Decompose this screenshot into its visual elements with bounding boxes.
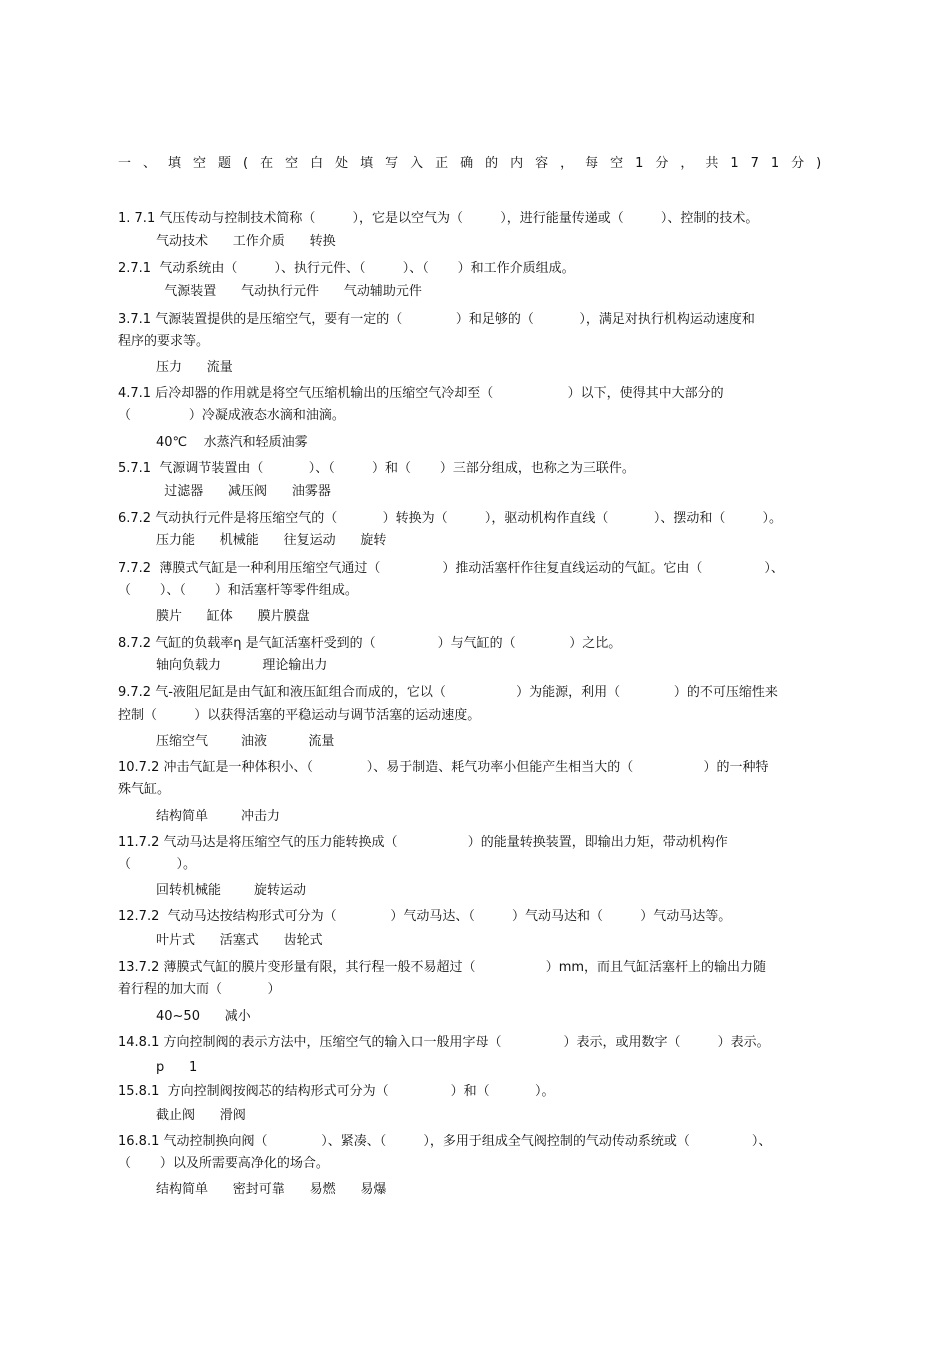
answer-9: 压缩空气 油液 流量 [156, 734, 335, 749]
question-7-continuation: （ ）、（ ）和活塞杆等零件组成。 [118, 583, 358, 598]
answer-12: 叶片式 活塞式 齿轮式 [156, 933, 323, 948]
question-15: 15.8.1 方向控制阀按阀芯的结构形式可分为（ ）和（ ）。 [118, 1084, 555, 1099]
question-7: 7.7.2 薄膜式气缸是一种利用压缩空气通过（ ）推动活塞杆作往复直线运动的气缸。它由（ ）、 [118, 561, 784, 576]
answer-5: 过滤器 减压阀 油雾器 [156, 484, 331, 499]
answer-6: 压力能 机械能 往复运动 旋转 [156, 533, 387, 548]
question-6: 6.7.2 气动执行元件是将压缩空气的（ ）转换为（ ），驱动机构作直线（ ）、摆动和（ ）。 [118, 511, 783, 526]
answer-10: 结构简单 冲击力 [156, 809, 281, 824]
answer-11: 回转机械能 旋转运动 [156, 883, 307, 898]
answer-7: 膜片 缸体 膜片膜盘 [156, 609, 310, 624]
question-9: 9.7.2 气-液阻尼缸是由气缸和液压缸组合而成的，它以（ ）为能源，利用（ ）的不可压缩性来 [118, 685, 778, 700]
question-14: 14.8.1 方向控制阀的表示方法中，压缩空气的输入口一般用字母（ ）表示，或用数字（ ）表示。 [118, 1035, 770, 1050]
question-4-continuation: （ ）冷凝成液态水滴和油滴。 [118, 408, 345, 423]
question-13: 13.7.2 薄膜式气缸的膜片变形量有限，其行程一般不易超过（ ）mm，而且气缸活塞杆上的输出力随 [118, 960, 767, 975]
answer-3: 压力 流量 [156, 360, 233, 375]
answer-1: 气动技术 工作介质 转换 [156, 234, 336, 249]
question-13-continuation: 着行程的加大而（ ） [118, 982, 281, 997]
question-3: 3.7.1 气源装置提供的是压缩空气，要有一定的（ ）和足够的（ ），满足对执行机构运动速度和 [118, 312, 755, 327]
answer-2: 气源装置 气动执行元件 气动辅助元件 [156, 284, 422, 299]
question-9-continuation: 控制（ ）以获得活塞的平稳运动与调节活塞的运动速度。 [118, 708, 481, 723]
answer-8: 轴向负载力 理论输出力 [156, 658, 328, 673]
answer-13: 40~50 减小 [156, 1009, 251, 1024]
question-1: 1. 7.1 气压传动与控制技术简称（ ），它是以空气为（ ），进行能量传递或（ ）、控制的技术。 [118, 211, 759, 226]
question-16-continuation: （ ）以及所需要高净化的场合。 [118, 1156, 329, 1171]
question-10: 10.7.2 冲击气缸是一种体积小、（ ）、易于制造、耗气功率小但能产生相当大的（ ）的一种特 [118, 760, 769, 775]
answer-15: 截止阀 滑阀 [156, 1108, 246, 1123]
section-heading: 一、填空题(在空白处填写入正确的内容，每空1分，共171分) [118, 156, 834, 171]
question-3-continuation: 程序的要求等。 [118, 334, 210, 349]
answer-16: 结构简单 密封可靠 易燃 易爆 [156, 1182, 387, 1197]
question-5: 5.7.1 气源调节装置由（ ）、（ ）和（ ）三部分组成，也称之为三联件。 [118, 461, 635, 476]
question-2: 2.7.1 气动系统由（ ）、执行元件、（ ）、（ ）和工作介质组成。 [118, 261, 575, 276]
answer-14: p 1 [156, 1060, 198, 1075]
question-4: 4.7.1 后冷却器的作用就是将空气压缩机输出的压缩空气冷却至（ ）以下，使得其中大部分的 [118, 386, 724, 401]
answer-4: 40℃ 水蒸汽和轻质油雾 [156, 435, 308, 450]
question-11: 11.7.2 气动马达是将压缩空气的压力能转换成（ ）的能量转换装置，即输出力矩，带动机构作 [118, 835, 728, 850]
question-11-continuation: （ ）。 [118, 857, 196, 872]
question-16: 16.8.1 气动控制换向阀（ ）、紧凑、（ ），多用于组成全气阀控制的气动传动系统或（ ）、 [118, 1134, 772, 1149]
question-12: 12.7.2 气动马达按结构形式可分为（ ）气动马达、（ ）气动马达和（ ）气动马达等。 [118, 909, 732, 924]
question-10-continuation: 殊气缸。 [118, 782, 171, 797]
question-8: 8.7.2 气缸的负载率η 是气缸活塞杆受到的（ ）与气缸的（ ）之比。 [118, 636, 622, 651]
